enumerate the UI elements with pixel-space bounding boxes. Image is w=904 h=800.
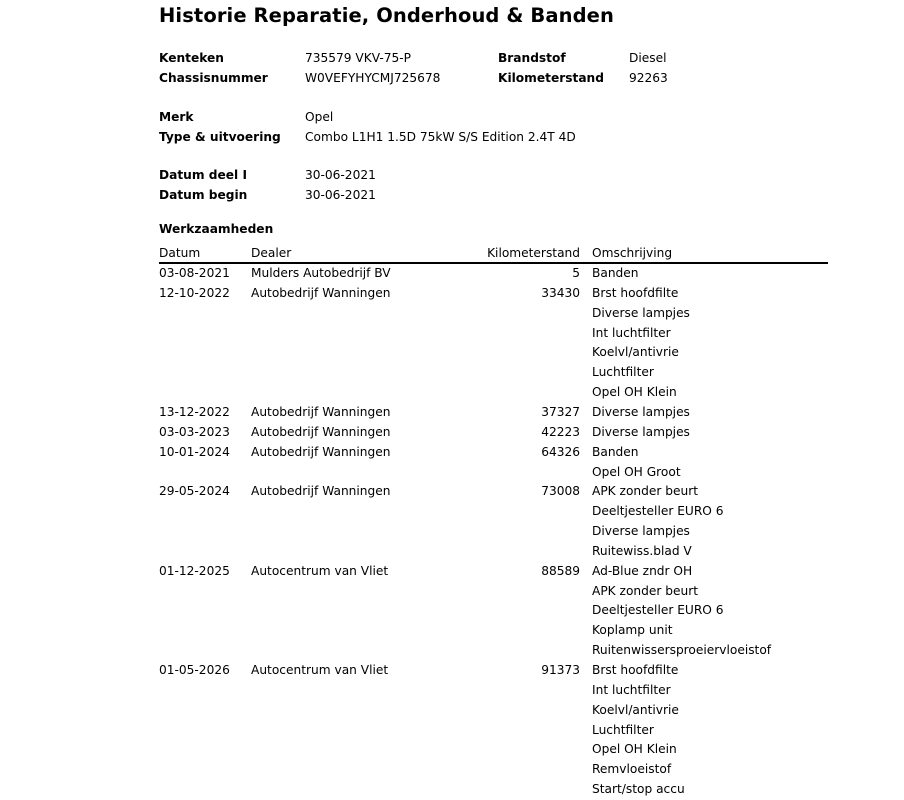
entry-omschrijving: Deeltjesteller EURO 6 [592,603,724,617]
entry-dealer: Autobedrijf Wanningen [251,405,391,419]
entry-dealer: Autocentrum van Vliet [251,564,389,578]
entry-date: 10-01-2024 [159,445,230,459]
entry-omschrijving: Diverse lampjes [592,524,690,538]
kenteken-label: Kenteken [159,51,224,65]
entry-omschrijving: Deeltjesteller EURO 6 [592,504,724,518]
entry-kilometerstand: 5 [572,266,580,280]
entry-omschrijving: Diverse lampjes [592,306,690,320]
entry-date: 01-05-2026 [159,663,230,677]
entry-omschrijving: Ruitewiss.blad V [592,544,692,558]
entry-omschrijving: Int luchtfilter [592,683,671,697]
entry-dealer: Autocentrum van Vliet [251,663,389,677]
entry-omschrijving: Start/stop accu [592,782,685,796]
column-header-omschrijving: Omschrijving [592,246,673,260]
datum-deel-label: Datum deel I [159,168,247,182]
type-label: Type & uitvoering [159,130,281,144]
brandstof-label: Brandstof [498,51,566,65]
datum-deel-value: 30-06-2021 [305,168,376,182]
column-header-datum: Datum [159,246,201,260]
kilometerstand-value: 92263 [629,71,668,85]
entry-kilometerstand: 42223 [541,425,580,439]
entry-omschrijving: Brst hoofdfilte [592,286,679,300]
entry-omschrijving: Ruitenwissersproeiervloeistof [592,643,772,657]
chassis-label: Chassisnummer [159,71,268,85]
entry-omschrijving: Ad-Blue zndr OH [592,564,693,578]
entry-kilometerstand: 33430 [541,286,580,300]
entry-omschrijving: Diverse lampjes [592,425,690,439]
entry-date: 03-03-2023 [159,425,230,439]
entry-omschrijving: Koelvl/antivrie [592,345,679,359]
entry-omschrijving: Luchtfilter [592,723,654,737]
entry-date: 03-08-2021 [159,266,230,280]
entry-dealer: Autobedrijf Wanningen [251,425,391,439]
entry-omschrijving: Brst hoofdfilte [592,663,679,677]
kilometerstand-label: Kilometerstand [498,71,604,85]
brandstof-value: Diesel [629,51,667,65]
entry-omschrijving: Opel OH Klein [592,385,677,399]
entry-kilometerstand: 73008 [541,484,580,498]
entry-date: 01-12-2025 [159,564,230,578]
merk-value: Opel [305,110,334,124]
entry-omschrijving: Koelvl/antivrie [592,703,679,717]
column-header-dealer: Dealer [251,246,292,260]
entry-date: 29-05-2024 [159,484,230,498]
entry-omschrijving: Koplamp unit [592,623,673,637]
entry-omschrijving: Remvloeistof [592,762,672,776]
entry-kilometerstand: 64326 [541,445,580,459]
entry-omschrijving: Luchtfilter [592,365,654,379]
entry-omschrijving: Opel OH Groot [592,465,681,479]
column-header-kilometerstand: Kilometerstand [487,246,580,260]
entry-dealer: Autobedrijf Wanningen [251,286,391,300]
entry-omschrijving: Banden [592,266,639,280]
kenteken-value: 735579 VKV-75-P [305,51,412,65]
entry-dealer: Autobedrijf Wanningen [251,484,391,498]
werkzaamheden-heading: Werkzaamheden [159,222,274,236]
entry-omschrijving: Opel OH Klein [592,742,677,756]
entry-omschrijving: APK zonder beurt [592,484,698,498]
chassis-value: W0VEFYHYCMJ725678 [305,71,441,85]
page-title: Historie Reparatie, Onderhoud & Banden [159,4,614,27]
entry-kilometerstand: 91373 [541,663,580,677]
entry-dealer: Mulders Autobedrijf BV [251,266,391,280]
header-rule [159,262,828,264]
datum-begin-value: 30-06-2021 [305,188,376,202]
entry-omschrijving: Int luchtfilter [592,326,671,340]
entry-dealer: Autobedrijf Wanningen [251,445,391,459]
entry-omschrijving: Banden [592,445,639,459]
entry-omschrijving: Diverse lampjes [592,405,690,419]
type-value: Combo L1H1 1.5D 75kW S/S Edition 2.4T 4D [305,130,576,144]
entry-kilometerstand: 37327 [541,405,580,419]
entry-date: 12-10-2022 [159,286,230,300]
entry-date: 13-12-2022 [159,405,230,419]
datum-begin-label: Datum begin [159,188,248,202]
entry-omschrijving: APK zonder beurt [592,584,698,598]
merk-label: Merk [159,110,194,124]
entry-kilometerstand: 88589 [541,564,580,578]
